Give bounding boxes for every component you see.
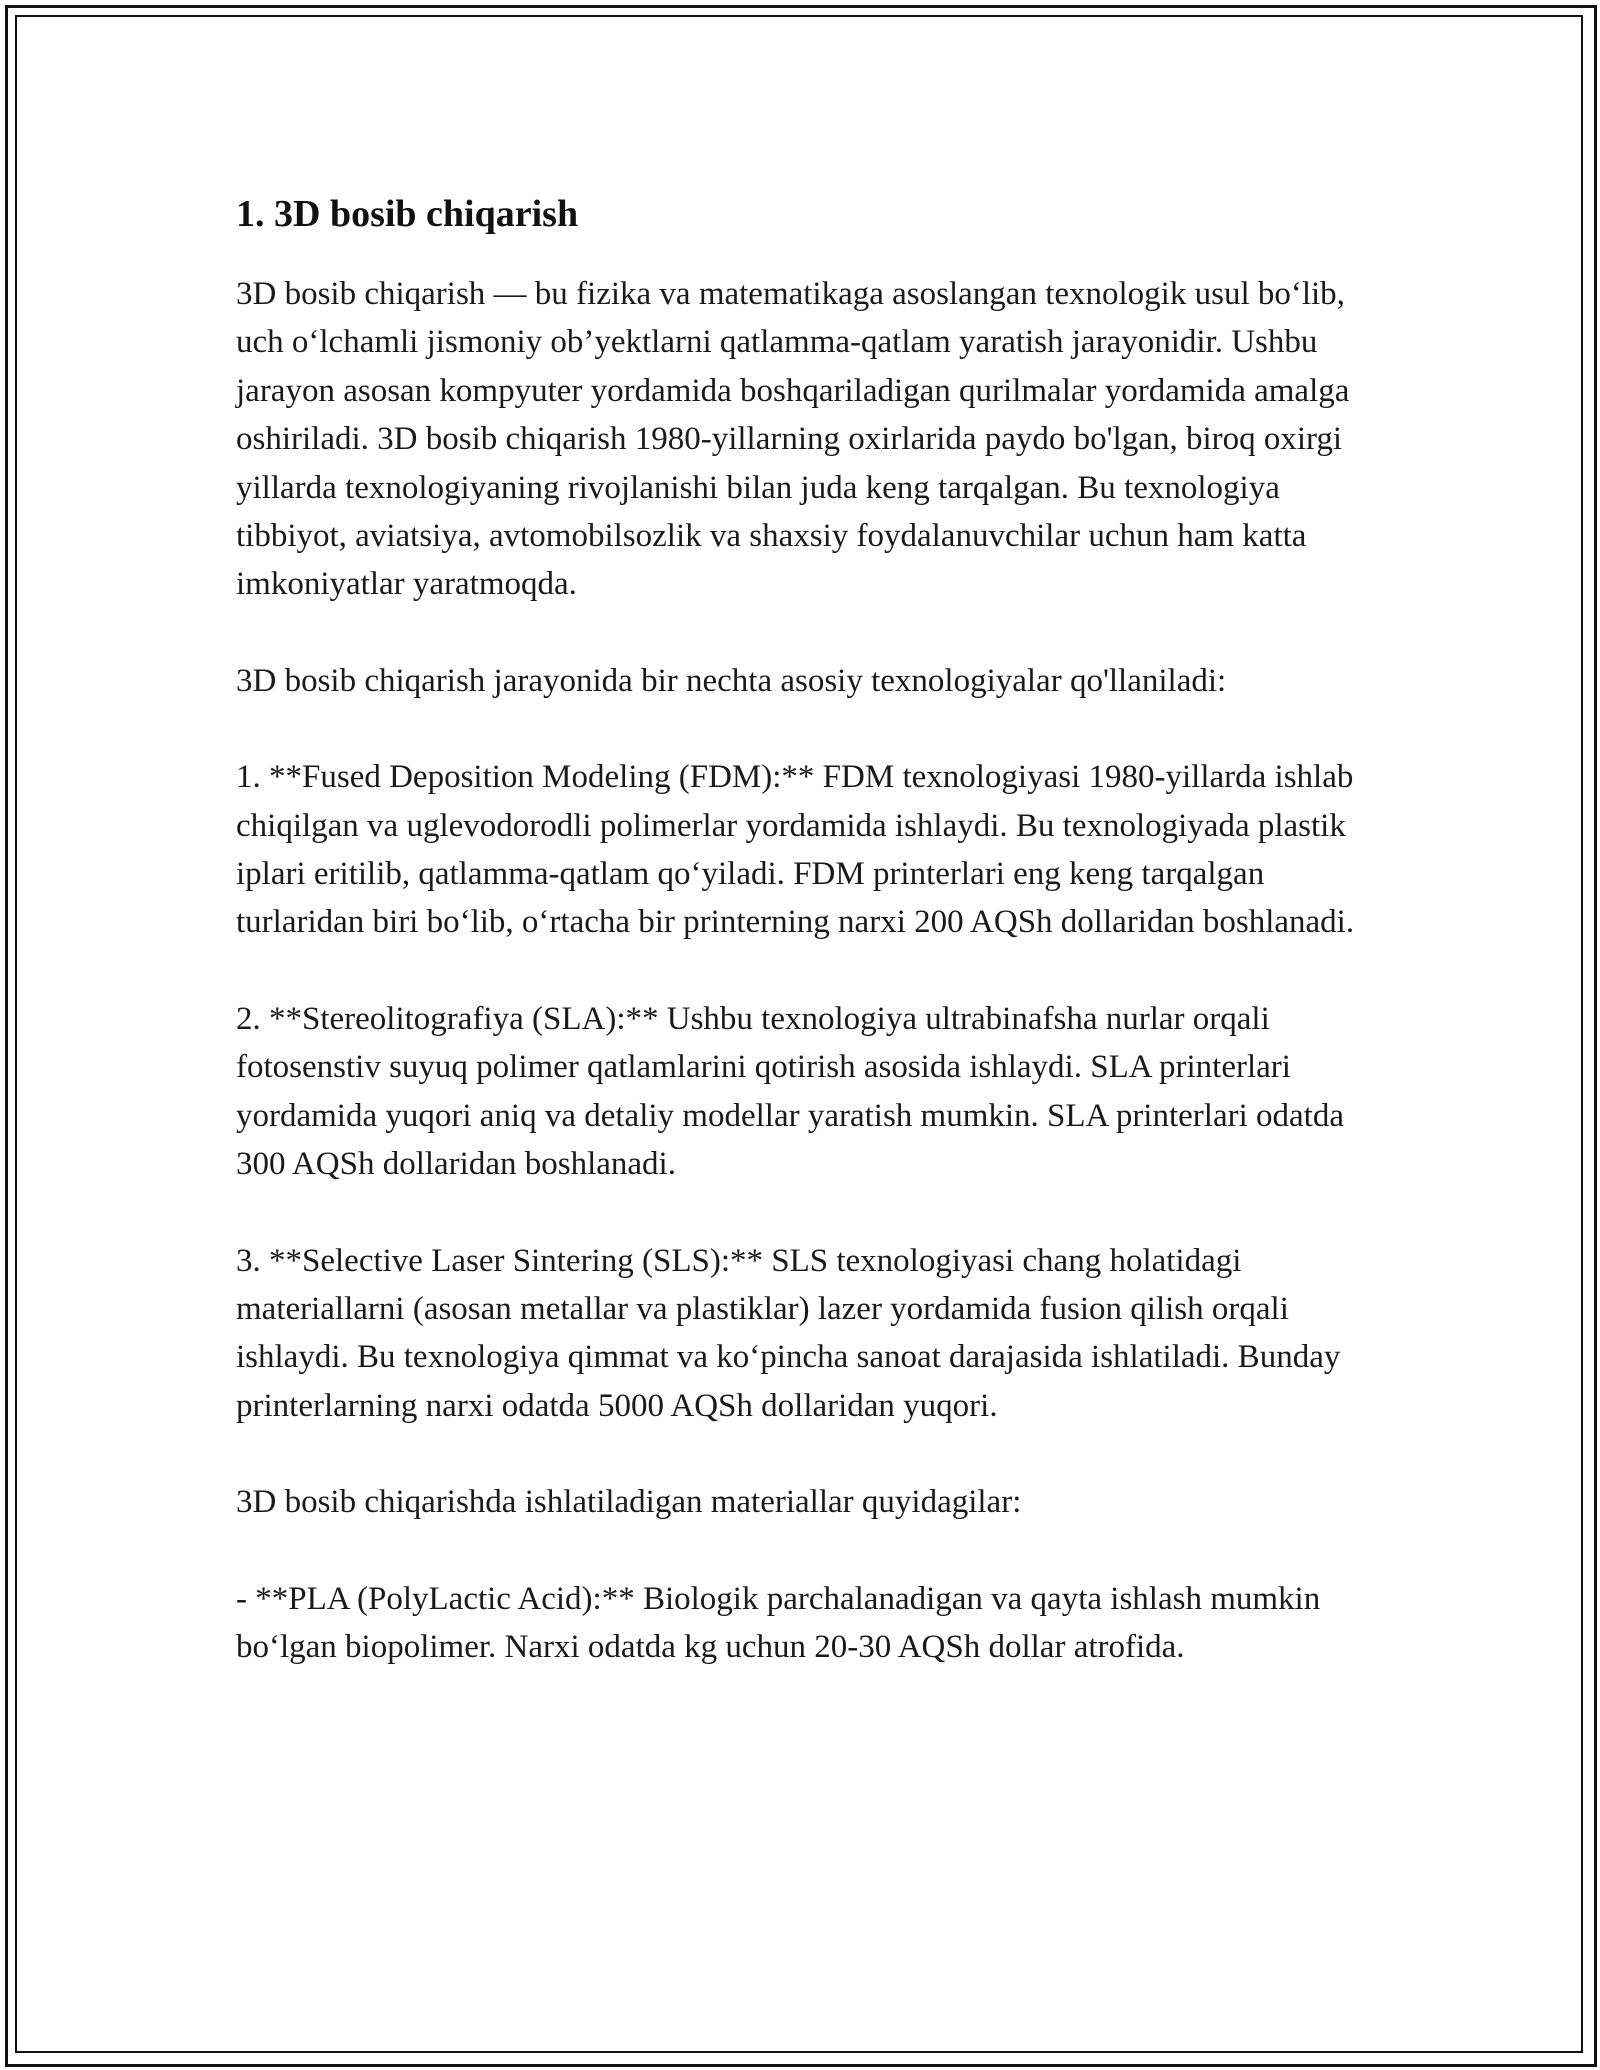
document-body: [236, 188, 1371, 1719]
intro-paragraph: 3D bosib chiqarish — bu fizika va matematikaga asoslangan texnologik usul bo‘lib, uch o‘lchamli jismoniy ob’yektlarni qatlamma-qatlam yaratish jarayonidir. Ushbu jarayon asosan kompyuter yordamida boshqariladigan qurilmalar yordamida amalga oshiriladi. 3D bosib chiqarish 1980-yillarning oxirlarida paydo bo'lgan, biroq oxirgi yillarda texnologiyaning rivojlanishi bilan juda keng tarqalgan. Bu texnologiya tibbiyot, aviatsiya, avtomobilsozlik va shaxsiy foydalanuvchilar uchun ham katta imkoniyatlar yaratmoqda.: [236, 276, 1350, 603]
materials-intro: 3D bosib chiqarishda ishlatiladigan materiallar quyidagilar:: [236, 1484, 1022, 1521]
list-item-fdm: 1. **Fused Deposition Modeling (FDM):** FDM texnologiyasi 1980-yillarda ishlab chiqilgan va uglevodorodli polimerlar yordamida ishlaydi. Bu texnologiyada plastik iplari eritilib, qatlamma-qatlam qo‘yiladi. FDM printerlari eng keng tarqalgan turlaridan biri bo‘lib, o‘rtacha bir printerning narxi 200 AQSh dollaridan boshlanadi.: [236, 759, 1355, 941]
list-item-sls: 3. **Selective Laser Sintering (SLS):** SLS texnologiyasi chang holatidagi materiallarni (asosan metallar va plastiklar) lazer yordamida fusion qilish orqali ishlaydi. Bu texnologiya qimmat va ko‘pincha sanoat darajasida ishlatiladi. Bunday printerlarning narxi odatda 5000 AQSh dollaridan yuqori.: [236, 1242, 1341, 1424]
list-item-pla: - **PLA (PolyLactic Acid):** Biologik parchalanadigan va qayta ishlash mumkin bo‘lgan biopolimer. Narxi odatda kg uchun 20-30 AQSh dollar atrofida.: [236, 1580, 1321, 1665]
list-item-sla: 2. **Stereolitografiya (SLA):** Ushbu texnologiya ultrabinafsha nurlar orqali fotosenstiv suyuq polimer qatlamlarini qotirish asosida ishlaydi. SLA printerlari yordamida yuqori aniq va detaliy modellar yaratish mumkin. SLA printerlari odatda 300 AQSh dollaridan boshlanadi.: [236, 1000, 1344, 1183]
section-title: 1. 3D bosib chiqarish: [236, 193, 579, 235]
technologies-intro: 3D bosib chiqarish jarayonida bir nechta asosiy texnologiyalar qo'llaniladi:: [236, 662, 1227, 699]
